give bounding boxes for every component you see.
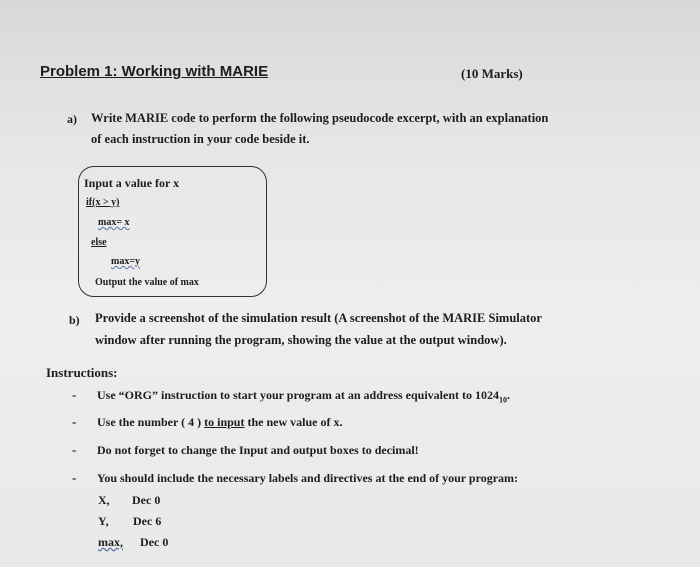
directive-label-y: Y, <box>98 514 109 528</box>
marks-label: (10 Marks) <box>461 66 523 81</box>
pseudocode-line-4: else <box>91 237 107 248</box>
instructions-heading: Instructions: <box>46 365 118 380</box>
instruction-item-2-prefix: Use the number <box>97 415 179 429</box>
pseudocode-line-2: if(x > y) <box>86 197 120 208</box>
base-subscript: 10 <box>499 395 507 405</box>
part-a-label: a) <box>67 112 77 126</box>
pseudocode-line-1: Input a value for x <box>84 176 180 190</box>
directive-value-x: Dec 0 <box>132 493 161 507</box>
instruction-item-1-text: Use “ORG” instruction to start your program at an address equivalent to 1024 <box>97 388 499 402</box>
bullet-dash: - <box>72 414 77 429</box>
part-b-label: b) <box>69 313 80 327</box>
instruction-item-1-end: . <box>507 388 510 402</box>
instruction-item-2-suffix: the new value of x. <box>247 415 343 429</box>
directive-label-x: X, <box>98 493 110 507</box>
directive-value-y: Dec 6 <box>133 514 162 528</box>
directive-label-max: max, <box>98 535 123 549</box>
directive-value-max: Dec 0 <box>140 535 169 549</box>
input-link-text: to input <box>204 415 245 429</box>
part-a-line-1: Write MARIE code to perform the following pseudocode excerpt, with an explanation <box>91 111 549 125</box>
part-b-line-1: Provide a screenshot of the simulation result (A screenshot of the MARIE Simulator <box>95 311 542 325</box>
bullet-dash: - <box>72 442 77 457</box>
instruction-item-4: You should include the necessary labels and directives at the end of your program: <box>97 471 519 485</box>
instruction-item-3: Do not forget to change the Input and output boxes to decimal! <box>97 443 419 457</box>
bullet-dash: - <box>72 470 77 485</box>
bullet-dash: - <box>72 387 77 402</box>
part-a-line-2: of each instruction in your code beside it. <box>91 132 310 146</box>
pseudocode-line-3: max= x <box>98 217 130 228</box>
part-b-line-2: window after running the program, showing the value at the output window). <box>95 333 507 347</box>
input-number: ( 4 ) <box>181 415 202 429</box>
pseudocode-line-5: max=y <box>111 256 141 267</box>
problem-title: Problem 1: Working with MARIE <box>40 63 269 80</box>
instruction-item-2 <box>97 415 342 430</box>
instruction-item-1 <box>97 388 510 404</box>
pseudocode-line-6: Output the value of max <box>95 277 199 288</box>
